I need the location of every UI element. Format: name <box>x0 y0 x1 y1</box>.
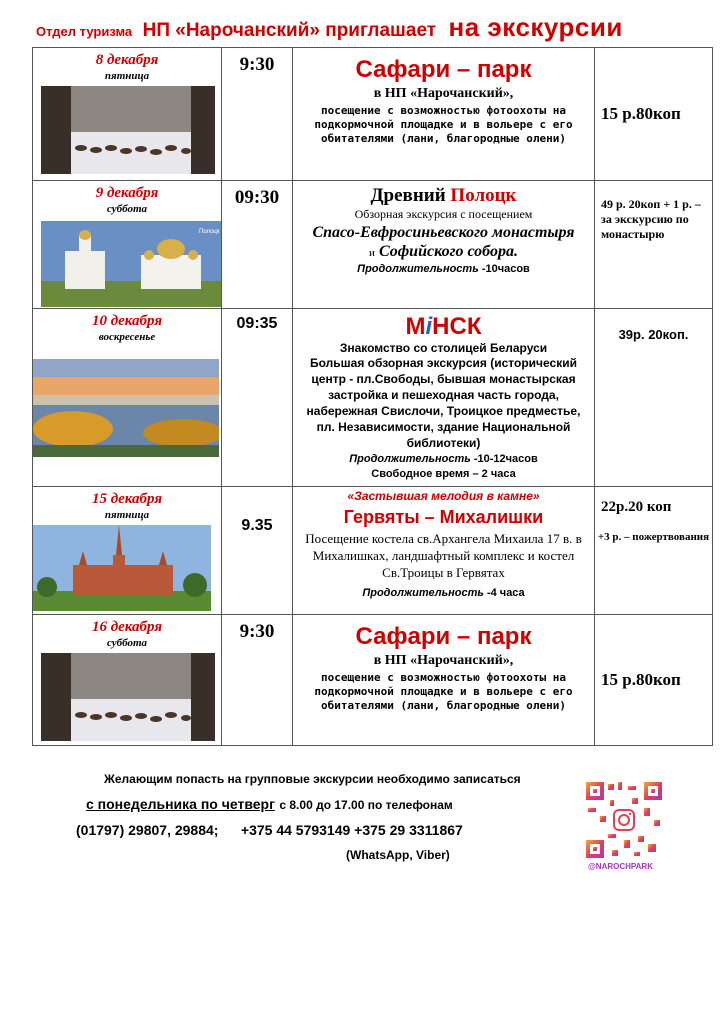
date-cell <box>33 615 222 746</box>
minsk-river-photo <box>33 359 219 457</box>
excursion-title: Сафари – парк <box>355 56 532 83</box>
excursion-title: Сафари – парк <box>355 623 532 650</box>
price-cell <box>595 181 713 309</box>
excursion-title-b: Полоцк <box>450 185 517 206</box>
desc-cell <box>293 48 595 181</box>
table-row <box>33 181 713 309</box>
polotsk-monastery-photo <box>41 221 221 307</box>
footer-days: с понедельника по четверг <box>86 796 275 812</box>
row-date: 8 декабря <box>95 52 159 68</box>
row-weekday: воскресенье <box>98 331 156 343</box>
row-date: 15 декабря <box>91 491 163 507</box>
row-weekday: суббота <box>106 203 148 215</box>
qr-code-icon[interactable] <box>584 780 664 860</box>
desc-cell <box>293 309 595 487</box>
excursion-price: 49 р. 20коп + 1 р. – за экскурсию по монастырю <box>601 197 701 241</box>
header-invite: НП «Нарочанский» приглашает <box>142 20 437 41</box>
footer-phone-landline: (01797) 29807, 29884; <box>76 822 219 838</box>
row-date: 9 декабря <box>95 185 159 201</box>
excursion-line-3a: и <box>369 247 375 259</box>
date-cell <box>33 487 222 615</box>
row-time: 9:30 <box>239 54 275 75</box>
footer-schedule <box>86 796 453 814</box>
row-date: 16 декабря <box>91 619 163 635</box>
date-cell <box>33 181 222 309</box>
row-time: 9.35 <box>241 517 273 534</box>
photo-caption: Полоцк <box>199 229 220 235</box>
duration-label: Продолжительность <box>349 453 471 465</box>
row-date: 10 декабря <box>91 313 163 329</box>
excursion-title: Гервяты – Михалишки <box>343 507 544 527</box>
duration-label: Продолжительность <box>357 263 479 275</box>
footer-phone-mobile: +375 44 5793149 +375 29 3311867 <box>240 822 463 838</box>
header-excursions: на экскурсии <box>448 12 623 42</box>
page-header <box>36 12 716 46</box>
price-cell <box>595 309 713 487</box>
duration-label: Продолжительность <box>362 587 484 599</box>
time-cell <box>222 487 293 615</box>
excursion-price-b: +3 р. – пожертвования <box>597 531 710 543</box>
row-weekday: пятница <box>104 509 150 521</box>
excursion-title-c: НСК <box>432 313 482 340</box>
excursion-price: 15 р.80коп <box>601 104 681 123</box>
row-weekday: суббота <box>106 637 148 649</box>
footer-hours: с 8.00 до 17.00 по телефонам <box>279 798 453 812</box>
time-cell <box>222 181 293 309</box>
excursion-subtitle: в НП «Нарочанский», <box>373 86 514 101</box>
free-time: Свободное время – 2 часа <box>371 468 516 480</box>
deer-photo <box>41 86 215 174</box>
row-time: 09:30 <box>234 187 280 208</box>
table-row <box>33 309 713 487</box>
row-time: 9:30 <box>239 621 275 642</box>
excursion-price: 15 р.80коп <box>601 670 681 689</box>
excursion-subtitle: в НП «Нарочанский», <box>373 653 514 668</box>
duration-value: -4 часа <box>486 587 525 599</box>
row-weekday: пятница <box>104 70 150 82</box>
time-cell <box>222 615 293 746</box>
excursion-line-1: Знакомство со столицей Беларуси <box>339 341 548 355</box>
qr-handle: @NAROCHPARK <box>588 862 653 871</box>
time-cell <box>222 309 293 487</box>
excursion-description: посещение с возможностью фотоохоты на подкормочной площадке и в вольере с его обитателями (лани, благородные олени) <box>314 104 573 145</box>
table-row <box>33 48 713 181</box>
excursion-tagline: «Застывшая мелодия в камне» <box>347 489 540 503</box>
footer-phones <box>76 822 463 840</box>
footer-messengers: (WhatsApp, Viber) <box>346 848 450 862</box>
table-row <box>33 615 713 746</box>
excursion-line-3b: Софийского собора. <box>378 243 518 260</box>
schedule-table <box>32 47 713 746</box>
duration-value: -10-12часов <box>473 453 538 465</box>
footer-signup-note: Желающим попасть на групповые экскурсии необходимо записаться <box>104 772 521 786</box>
excursion-title-a: М <box>405 313 426 340</box>
table-row <box>33 487 713 615</box>
excursion-title-b: і <box>425 313 433 340</box>
deer-photo <box>41 653 215 741</box>
price-cell <box>595 487 713 615</box>
header-dept: Отдел туризма <box>36 24 133 39</box>
excursion-line-1: Посещение костела св.Архангела Михаила 17 в. в Михалишках, ландшафтный комплекс и костел Св.Троицы в Гервятах <box>305 531 582 580</box>
desc-cell <box>293 487 595 615</box>
date-cell <box>33 48 222 181</box>
excursion-description: посещение с возможностью фотоохоты на подкормочной площадке и в вольере с его обитателями (лани, благородные олени) <box>314 671 573 712</box>
price-cell <box>595 48 713 181</box>
row-time: 09:35 <box>236 315 278 332</box>
desc-cell <box>293 181 595 309</box>
date-cell <box>33 309 222 487</box>
time-cell <box>222 48 293 181</box>
excursion-title-a: Древний <box>370 185 446 206</box>
excursion-line-2: Спасо-Евфросиньевского монастыря <box>312 224 575 241</box>
desc-cell <box>293 615 595 746</box>
excursion-price: 39р. 20коп. <box>618 327 689 342</box>
gervyaty-church-photo <box>33 525 211 611</box>
excursion-price-a: 22р.20 коп <box>601 499 672 515</box>
excursion-line-2: Большая обзорная экскурсия (исторический центр - пл.Свободы, бывшая монастырская застройка и пешеходная часть города, набережная Свислочи, Троицкое предместье, пл. Независимости, здание Национальной библиотеки) <box>306 356 581 450</box>
price-cell <box>595 615 713 746</box>
duration-value: -10часов <box>481 263 530 275</box>
excursion-line-1: Обзорная экскурсия с посещением <box>354 207 533 221</box>
